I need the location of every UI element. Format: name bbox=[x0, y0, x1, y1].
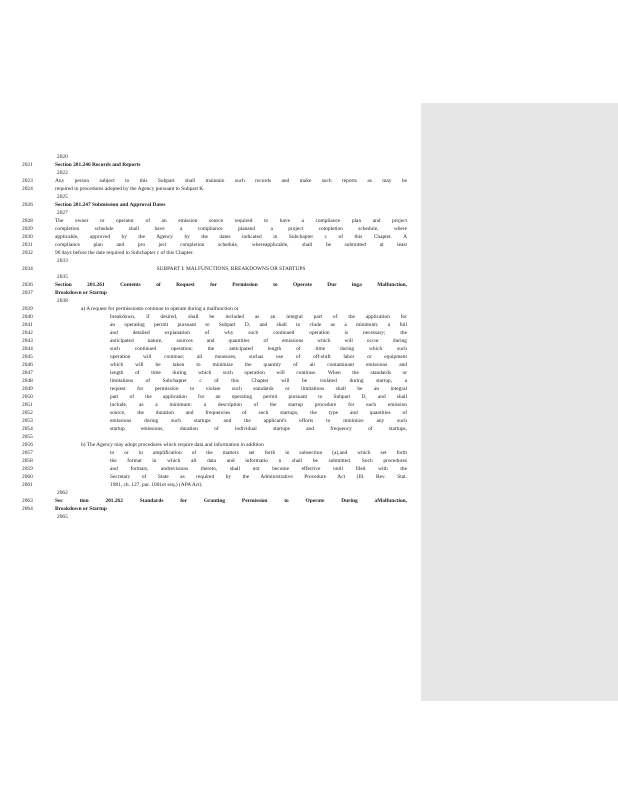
line-text: The owner or operator of an emission source required to have a compliance plan and project bbox=[55, 218, 407, 224]
line-text: the format in which all data and informatio n shall be submitted. Such procedures bbox=[110, 458, 407, 464]
line-text: request for permission to violate such standards or limitations shall be an integral bbox=[110, 386, 407, 392]
line-text: emissions during such startups and the applicant's efforts to minimize any such bbox=[110, 418, 407, 424]
line-text: SUBPART I: MALFUNCTIONS, BREAKDOWNS OR STARTUPS bbox=[156, 266, 306, 272]
line-text: and detailed explanation of why such continued operation is necessary; the bbox=[110, 330, 407, 336]
line-number: 2031 bbox=[22, 242, 33, 248]
line-number: 2059 bbox=[22, 466, 33, 472]
line-number: 2060 bbox=[22, 474, 33, 480]
document-line bbox=[0, 497, 421, 505]
document-line bbox=[0, 513, 421, 521]
line-number: 2029 bbox=[22, 226, 33, 232]
document-line bbox=[0, 153, 421, 161]
line-number: 2063 bbox=[22, 498, 33, 504]
line-text: source, the duration and frequencies of such startups, the type and quantities of bbox=[110, 410, 407, 416]
document-line bbox=[0, 201, 421, 209]
line-text: 2033 bbox=[57, 258, 68, 264]
line-text: such continued operation; the anticipated length of time during which such bbox=[110, 346, 407, 352]
document-line bbox=[0, 265, 421, 273]
line-number: 2036 bbox=[22, 282, 33, 288]
line-number: 2032 bbox=[22, 250, 33, 256]
line-text: part of the application for an operating permit pursuant to Subpart D, and shall bbox=[110, 394, 407, 400]
line-text: which will be taken to minimize the quantity of air contaminant emissions and bbox=[110, 362, 407, 368]
document-line bbox=[0, 185, 421, 193]
document-line bbox=[0, 209, 421, 217]
document-line bbox=[0, 225, 421, 233]
line-number: 2037 bbox=[22, 290, 33, 296]
document-line bbox=[0, 321, 421, 329]
document-line bbox=[0, 217, 421, 225]
line-text: 2038 bbox=[57, 298, 68, 304]
line-text: 2020 bbox=[57, 154, 68, 160]
line-number: 2034 bbox=[22, 266, 33, 272]
document-line bbox=[0, 305, 421, 313]
document-line bbox=[0, 425, 421, 433]
line-text: Secretary of State as required by the Administrative Procedure Act (Ill. Rev. Stat. bbox=[110, 474, 407, 480]
line-text: a) A request for permissionto continue to operate during a malfunction or bbox=[81, 306, 239, 312]
document-line bbox=[0, 393, 421, 401]
line-number: 2040 bbox=[22, 314, 33, 320]
section-heading: Breakdown or Startup bbox=[55, 290, 107, 296]
line-text: 2062 bbox=[57, 490, 68, 496]
document-line bbox=[0, 281, 421, 289]
document-line bbox=[0, 369, 421, 377]
document-line bbox=[0, 481, 421, 489]
line-number: 2041 bbox=[22, 322, 33, 328]
line-number: 2024 bbox=[22, 186, 33, 192]
line-number: 2053 bbox=[22, 418, 33, 424]
line-number: 2054 bbox=[22, 426, 33, 432]
line-number: 2042 bbox=[22, 330, 33, 336]
document-line bbox=[0, 377, 421, 385]
document-line bbox=[0, 177, 421, 185]
line-number: 2057 bbox=[22, 450, 33, 456]
line-number: 2050 bbox=[22, 394, 33, 400]
line-number: 2052 bbox=[22, 410, 33, 416]
document-line bbox=[0, 289, 421, 297]
document-line bbox=[0, 433, 421, 441]
line-text: length of time during which such operation will continue. When the standards or bbox=[110, 370, 407, 376]
line-text: completion schedule shall have a compliance planand a project completion schedule, where bbox=[55, 226, 407, 232]
line-number: 2047 bbox=[22, 370, 33, 376]
document-line bbox=[0, 473, 421, 481]
section-heading: Section 201.261 Contents of Request for Permission to Operate Dur inga Malfunction, bbox=[55, 282, 407, 288]
line-text: required in procedures adopted by the Agency pursuant to Subpart K. bbox=[55, 186, 205, 192]
line-text: breakdown, if desired, shall be included as an integral part of the application for bbox=[110, 314, 407, 320]
line-number: 2028 bbox=[22, 218, 33, 224]
section-heading: Breakdown or Startup bbox=[55, 506, 107, 512]
document-line bbox=[0, 489, 421, 497]
line-text: applicable, approved by the Agency by the dates indicated in Subchapter c of this Chapter. A bbox=[55, 234, 407, 240]
document-line bbox=[0, 401, 421, 409]
line-text: 2065 bbox=[57, 514, 68, 520]
line-number: 2064 bbox=[22, 506, 33, 512]
line-text: 90 days before the date required in Subchapter c of this Chapter. bbox=[55, 250, 194, 256]
line-number: 2061 bbox=[22, 482, 33, 488]
document-line bbox=[0, 417, 421, 425]
line-number: 2056 bbox=[22, 442, 33, 448]
document-line bbox=[0, 337, 421, 345]
line-text: 1981, ch. 127, par. 1001et seq.) (APA Act). bbox=[110, 482, 203, 488]
document-line bbox=[0, 441, 421, 449]
line-text: and formats, andrevisions thereto, shall not become effective until filed with the bbox=[110, 466, 407, 472]
document-line bbox=[0, 169, 421, 177]
line-number: 2023 bbox=[22, 178, 33, 184]
document-line bbox=[0, 249, 421, 257]
line-number: 2051 bbox=[22, 402, 33, 408]
line-number: 2046 bbox=[22, 362, 33, 368]
document-line bbox=[0, 465, 421, 473]
document-line bbox=[0, 345, 421, 353]
line-number: 2058 bbox=[22, 458, 33, 464]
line-text: compliance plan and pro ject completion schedule, whereapplicable, shall be submitted at least bbox=[55, 242, 407, 248]
line-text: 2035 bbox=[57, 274, 68, 280]
section-heading: Sec tion 201.262 Standards for Granting Permission to Operate During aMalfunction, bbox=[55, 498, 407, 504]
document-line bbox=[0, 457, 421, 465]
document-line bbox=[0, 233, 421, 241]
document-line bbox=[0, 161, 421, 169]
line-text: Any person subject to this Subpart shall maintain such records and make such reports as may be bbox=[55, 178, 407, 184]
line-number: 2045 bbox=[22, 354, 33, 360]
document-line bbox=[0, 361, 421, 369]
line-number: 2043 bbox=[22, 338, 33, 344]
document-line bbox=[0, 193, 421, 201]
document-line bbox=[0, 505, 421, 513]
document-line bbox=[0, 241, 421, 249]
line-text: to or in amplification of the matters set forth in subsection (a),and which set forth bbox=[110, 450, 407, 456]
line-text: an operating permit pursuant to Subpart D, and shall in clude as a minimum: a full bbox=[110, 322, 407, 328]
document-line bbox=[0, 313, 421, 321]
line-number: 2030 bbox=[22, 234, 33, 240]
line-number: 2021 bbox=[22, 162, 33, 168]
document-line bbox=[0, 257, 421, 265]
document-line bbox=[0, 409, 421, 417]
line-text: limitations of Subchapter c of this Chapter will be violated during startup, a bbox=[110, 378, 407, 384]
document-line bbox=[0, 385, 421, 393]
document-line bbox=[0, 353, 421, 361]
comment-pane bbox=[421, 103, 618, 701]
line-number: 2048 bbox=[22, 378, 33, 384]
line-text: 2025 bbox=[57, 194, 68, 200]
line-number: 2044 bbox=[22, 346, 33, 352]
line-number: 2039 bbox=[22, 306, 33, 312]
line-number: 2055 bbox=[22, 434, 33, 440]
document-line bbox=[0, 273, 421, 281]
section-heading: Section 201.246 Records and Reports bbox=[55, 162, 141, 168]
line-text: startup emissions, duration of individual startups and frequency of startups. bbox=[110, 426, 407, 432]
section-heading: Section 201.247 Submission and Approval Dates bbox=[55, 202, 166, 208]
line-text: b) The Agency may adopt procedures which require data and information in addition bbox=[81, 442, 264, 448]
document-line bbox=[0, 329, 421, 337]
line-text: 2027 bbox=[57, 210, 68, 216]
line-number: 2049 bbox=[22, 386, 33, 392]
line-text: anticipated nature, sources and quantities of emissions which will occur during bbox=[110, 338, 407, 344]
line-text: operation will continue; all measures, suchas use of off-shift labor or equipment bbox=[110, 354, 407, 360]
line-text: include, as a minimum: a description of the startup procedure for each emission bbox=[110, 402, 407, 408]
document-line bbox=[0, 449, 421, 457]
line-text: 2022 bbox=[57, 170, 68, 176]
document-line bbox=[0, 297, 421, 305]
line-number: 2026 bbox=[22, 202, 33, 208]
